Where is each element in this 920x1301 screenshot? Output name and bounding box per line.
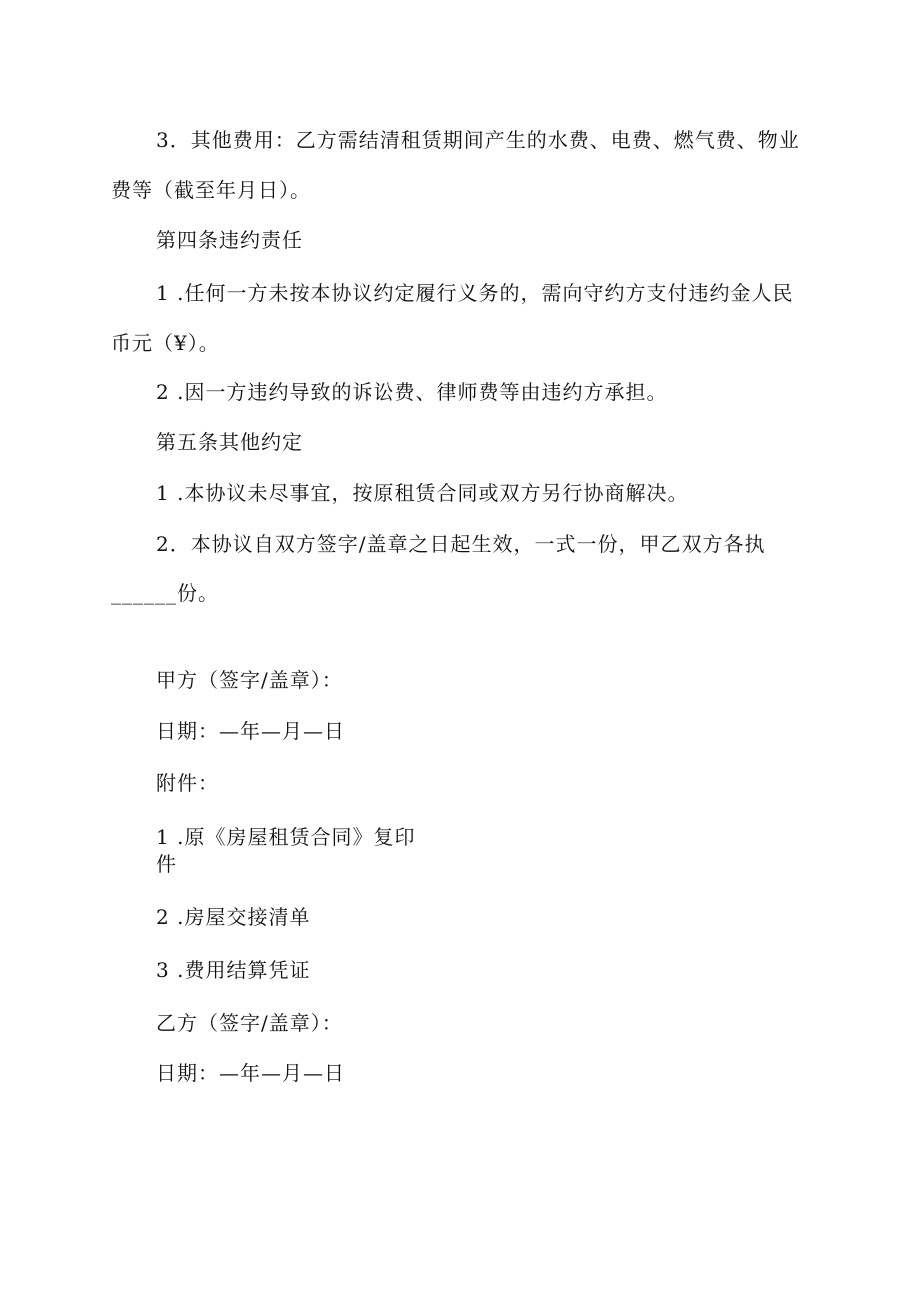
article-4-item-2: 2 .因一方违约导致的诉讼费、律师费等由违约方承担。 — [156, 380, 668, 404]
attachments-title: 附件： — [156, 771, 219, 795]
party-b-signature: 乙方（签字/盖章）： — [156, 1011, 343, 1035]
article-5-item-2-line1: 2．本协议自双方签字/盖章之日起生效，一式一份，甲乙双方各执 — [156, 532, 766, 556]
article-4-title: 第四条违约责任 — [156, 228, 303, 252]
article-5-title: 第五条其他约定 — [156, 430, 303, 454]
article-5-item-2-line2: ______份。 — [111, 581, 219, 605]
attachment-1-line1: 1 .原《房屋租赁合同》复印 — [156, 825, 416, 849]
other-fees-clause-line1: 3．其他费用：乙方需结清租赁期间产生的水费、电费、燃气费、物业 — [156, 128, 800, 152]
article-4-item-1-line2: 币元（¥）。 — [111, 331, 220, 355]
party-a-signature: 甲方（签字/盖章）： — [156, 668, 343, 692]
attachment-2: 2 .房屋交接清单 — [156, 905, 311, 929]
other-fees-clause-line2: 费等（截至年月日）。 — [111, 178, 311, 202]
party-a-date: 日期：—年—月—日 — [156, 719, 345, 743]
party-b-date: 日期：—年—月—日 — [156, 1061, 345, 1085]
attachment-1-line2: 件 — [156, 852, 177, 876]
article-5-item-1: 1 .本协议未尽事宜，按原租赁合同或双方另行协商解决。 — [156, 481, 689, 505]
article-4-item-1-line1: 1 .任何一方未按本协议约定履行义务的，需向守约方支付违约金人民 — [156, 281, 794, 305]
attachment-3: 3 .费用结算凭证 — [156, 958, 311, 982]
